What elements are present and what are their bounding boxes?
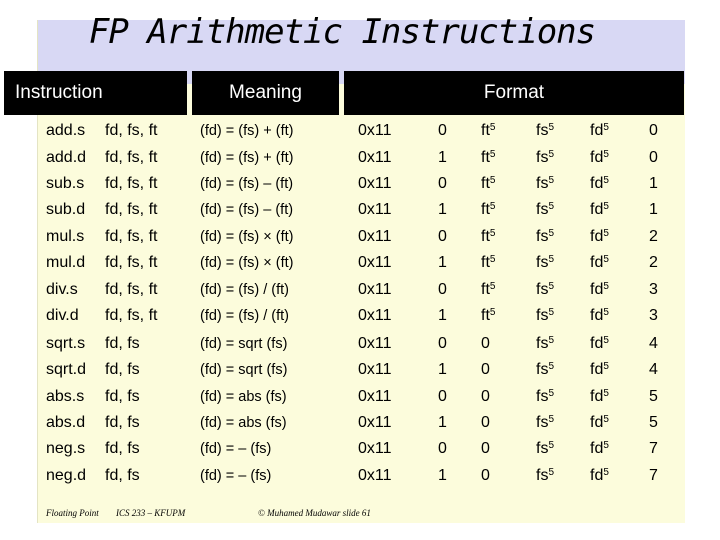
meaning-cell: (fd) = (fs) + (ft): [200, 150, 294, 166]
op-field-cell: 0x11: [358, 201, 392, 218]
operands-cell: fd, fs: [105, 414, 140, 431]
op-field-cell: 0x11: [358, 361, 392, 378]
field-width-superscript: 5: [603, 467, 609, 478]
fs-field-cell: $fs^5$: [536, 149, 555, 166]
operands-cell: fd, fs: [105, 440, 140, 457]
fmt-field-cell: 0: [438, 281, 447, 298]
fs-field-cell: $fs^5$: [536, 388, 555, 405]
fd-field-cell: $fd^5$: [590, 307, 609, 324]
field-width-superscript: 5: [489, 307, 496, 318]
funct-field-cell: 2: [649, 228, 658, 245]
fmt-field-cell: 1: [438, 361, 447, 378]
funct-field-cell: 3: [649, 307, 658, 324]
ft-field-cell: 0: [481, 414, 490, 431]
table-row: [0, 197, 720, 223]
field-width-superscript: 5: [548, 307, 555, 318]
fd-field-cell: $fd^5$: [590, 388, 609, 405]
meaning-cell: (fd) = (fs) / (ft): [200, 282, 290, 298]
ft-field-cell: $ft^5$: [481, 254, 496, 271]
fd-field-cell: $fd^5$: [590, 440, 609, 457]
fs-field-cell: $fs^5$: [536, 307, 555, 324]
footer-right: © Muhamed Mudawar slide 61: [258, 508, 371, 518]
fs-field-cell: $fs^5$: [536, 201, 555, 218]
funct-field-cell: 1: [649, 201, 658, 218]
field-width-superscript: 5: [603, 361, 609, 372]
meaning-cell: (fd) = (fs) × (ft): [200, 229, 294, 245]
ft-field-cell: 0: [481, 467, 490, 484]
fmt-field-cell: 0: [438, 175, 447, 192]
funct-field-cell: 0: [649, 149, 658, 166]
field-width-superscript: 5: [548, 254, 555, 265]
header-meaning: Meaning: [192, 71, 339, 115]
meaning-cell: (fd) = – (fs): [200, 441, 272, 457]
fmt-field-cell: 1: [438, 201, 447, 218]
field-width-superscript: 5: [489, 175, 496, 186]
opcode-cell: mul.d: [46, 254, 86, 271]
operands-cell: fd, fs, ft: [105, 281, 158, 298]
funct-field-cell: 0: [649, 122, 658, 139]
operands-cell: fd, fs: [105, 361, 140, 378]
fd-field-cell: $fd^5$: [590, 414, 609, 431]
ft-field-cell: $ft^5$: [481, 149, 496, 166]
ft-field-cell: 0: [481, 361, 490, 378]
field-width-superscript: 5: [548, 175, 555, 186]
field-width-superscript: 5: [489, 122, 496, 133]
ft-field-cell: 0: [481, 440, 490, 457]
funct-field-cell: 5: [649, 414, 658, 431]
opcode-cell: div.s: [46, 281, 78, 298]
opcode-cell: sub.d: [46, 201, 86, 218]
field-width-superscript: 5: [548, 467, 555, 478]
operands-cell: fd, fs: [105, 388, 140, 405]
op-field-cell: 0x11: [358, 307, 392, 324]
field-width-superscript: 5: [603, 122, 609, 133]
table-row: [0, 357, 720, 383]
fmt-field-cell: 0: [438, 228, 447, 245]
table-row: [0, 463, 720, 489]
fd-field-cell: $fd^5$: [590, 201, 609, 218]
operands-cell: fd, fs, ft: [105, 122, 158, 139]
field-width-superscript: 5: [603, 335, 609, 346]
op-field-cell: 0x11: [358, 335, 392, 352]
table-row: [0, 118, 720, 144]
fd-field-cell: $fd^5$: [590, 361, 609, 378]
footer-center: ICS 233 – KFUPM: [116, 508, 186, 518]
field-width-superscript: 5: [603, 388, 609, 399]
opcode-cell: neg.s: [46, 440, 86, 457]
op-field-cell: 0x11: [358, 228, 392, 245]
fmt-field-cell: 0: [438, 440, 447, 457]
table-row: [0, 277, 720, 303]
footer-left: Floating Point: [46, 508, 99, 518]
op-field-cell: 0x11: [358, 414, 392, 431]
opcode-cell: sub.s: [46, 175, 85, 192]
field-width-superscript: 5: [603, 281, 609, 292]
table-row: [0, 384, 720, 410]
funct-field-cell: 7: [649, 467, 658, 484]
table-row: [0, 436, 720, 462]
fd-field-cell: $fd^5$: [590, 175, 609, 192]
fs-field-cell: $fs^5$: [536, 361, 555, 378]
slide-title: FP Arithmetic Instructions: [88, 12, 596, 52]
table-row: [0, 303, 720, 329]
ft-field-cell: $ft^5$: [481, 307, 496, 324]
field-width-superscript: 5: [603, 201, 609, 212]
fs-field-cell: $fs^5$: [536, 335, 555, 352]
meaning-cell: (fd) = (fs) + (ft): [200, 123, 294, 139]
opcode-cell: sqrt.s: [46, 335, 86, 352]
fmt-field-cell: 0: [438, 335, 447, 352]
funct-field-cell: 5: [649, 388, 658, 405]
fd-field-cell: $fd^5$: [590, 335, 609, 352]
ft-field-cell: $ft^5$: [481, 175, 496, 192]
field-width-superscript: 5: [489, 201, 496, 212]
ft-field-cell: $ft^5$: [481, 281, 496, 298]
field-width-superscript: 5: [548, 122, 555, 133]
meaning-cell: (fd) = (fs) / (ft): [200, 308, 290, 324]
operands-cell: fd, fs, ft: [105, 307, 158, 324]
field-width-superscript: 5: [548, 228, 555, 239]
meaning-cell: (fd) = abs (fs): [200, 389, 287, 405]
op-field-cell: 0x11: [358, 388, 392, 405]
operands-cell: fd, fs: [105, 335, 140, 352]
field-width-superscript: 5: [603, 175, 609, 186]
op-field-cell: 0x11: [358, 254, 392, 271]
funct-field-cell: 4: [649, 361, 658, 378]
opcode-cell: sqrt.d: [46, 361, 87, 378]
field-width-superscript: 5: [548, 201, 555, 212]
meaning-cell: (fd) = (fs) × (ft): [200, 255, 294, 271]
field-width-superscript: 5: [548, 281, 555, 292]
field-width-superscript: 5: [603, 440, 609, 451]
field-width-superscript: 5: [548, 361, 555, 372]
field-width-superscript: 5: [489, 281, 496, 292]
opcode-cell: add.d: [46, 149, 87, 166]
meaning-cell: (fd) = (fs) – (ft): [200, 176, 294, 192]
field-width-superscript: 5: [489, 228, 496, 239]
header-instruction: Instruction: [4, 71, 187, 115]
fs-field-cell: $fs^5$: [536, 467, 555, 484]
op-field-cell: 0x11: [358, 440, 392, 457]
fs-field-cell: $fs^5$: [536, 254, 555, 271]
opcode-cell: div.d: [46, 307, 79, 324]
operands-cell: fd, fs, ft: [105, 201, 158, 218]
table-row: [0, 171, 720, 197]
fmt-field-cell: 0: [438, 388, 447, 405]
fs-field-cell: $fs^5$: [536, 414, 555, 431]
field-width-superscript: 5: [489, 149, 496, 160]
field-width-superscript: 5: [603, 228, 609, 239]
meaning-cell: (fd) = (fs) – (ft): [200, 202, 294, 218]
field-width-superscript: 5: [603, 307, 609, 318]
op-field-cell: 0x11: [358, 175, 392, 192]
opcode-cell: mul.s: [46, 228, 85, 245]
fd-field-cell: $fd^5$: [590, 281, 609, 298]
fd-field-cell: $fd^5$: [590, 149, 609, 166]
fmt-field-cell: 0: [438, 122, 447, 139]
field-width-superscript: 5: [548, 335, 555, 346]
ft-field-cell: 0: [481, 388, 490, 405]
opcode-cell: abs.d: [46, 414, 86, 431]
field-width-superscript: 5: [603, 414, 609, 425]
operands-cell: fd, fs: [105, 467, 140, 484]
field-width-superscript: 5: [603, 149, 609, 160]
table-row: [0, 331, 720, 357]
field-width-superscript: 5: [548, 414, 555, 425]
ft-field-cell: $ft^5$: [481, 228, 496, 245]
meaning-cell: (fd) = abs (fs): [200, 415, 287, 431]
ft-field-cell: $ft^5$: [481, 122, 496, 139]
op-field-cell: 0x11: [358, 122, 392, 139]
fs-field-cell: $fs^5$: [536, 281, 555, 298]
ft-field-cell: 0: [481, 335, 490, 352]
opcode-cell: abs.s: [46, 388, 85, 405]
table-row: [0, 410, 720, 436]
field-width-superscript: 5: [548, 440, 555, 451]
field-width-superscript: 5: [603, 254, 609, 265]
funct-field-cell: 4: [649, 335, 658, 352]
header-format: Format: [344, 71, 684, 115]
operands-cell: fd, fs, ft: [105, 254, 158, 271]
fd-field-cell: $fd^5$: [590, 122, 609, 139]
operands-cell: fd, fs, ft: [105, 175, 158, 192]
fs-field-cell: $fs^5$: [536, 175, 555, 192]
field-width-superscript: 5: [489, 254, 496, 265]
meaning-cell: (fd) = sqrt (fs): [200, 336, 288, 352]
fmt-field-cell: 1: [438, 307, 447, 324]
funct-field-cell: 1: [649, 175, 658, 192]
fmt-field-cell: 1: [438, 467, 447, 484]
fs-field-cell: $fs^5$: [536, 122, 555, 139]
op-field-cell: 0x11: [358, 281, 392, 298]
fd-field-cell: $fd^5$: [590, 467, 609, 484]
fd-field-cell: $fd^5$: [590, 228, 609, 245]
fd-field-cell: $fd^5$: [590, 254, 609, 271]
ft-field-cell: $ft^5$: [481, 201, 496, 218]
opcode-cell: add.s: [46, 122, 86, 139]
operands-cell: fd, fs, ft: [105, 149, 158, 166]
fmt-field-cell: 1: [438, 414, 447, 431]
table-row: [0, 145, 720, 171]
meaning-cell: (fd) = sqrt (fs): [200, 362, 288, 378]
funct-field-cell: 7: [649, 440, 658, 457]
funct-field-cell: 3: [649, 281, 658, 298]
fs-field-cell: $fs^5$: [536, 440, 555, 457]
operands-cell: fd, fs, ft: [105, 228, 158, 245]
meaning-cell: (fd) = – (fs): [200, 468, 272, 484]
opcode-cell: neg.d: [46, 467, 87, 484]
table-row: [0, 224, 720, 250]
table-row: [0, 250, 720, 276]
funct-field-cell: 2: [649, 254, 658, 271]
field-width-superscript: 5: [548, 388, 555, 399]
fmt-field-cell: 1: [438, 254, 447, 271]
op-field-cell: 0x11: [358, 149, 392, 166]
field-width-superscript: 5: [548, 149, 555, 160]
fmt-field-cell: 1: [438, 149, 447, 166]
fs-field-cell: $fs^5$: [536, 228, 555, 245]
op-field-cell: 0x11: [358, 467, 392, 484]
